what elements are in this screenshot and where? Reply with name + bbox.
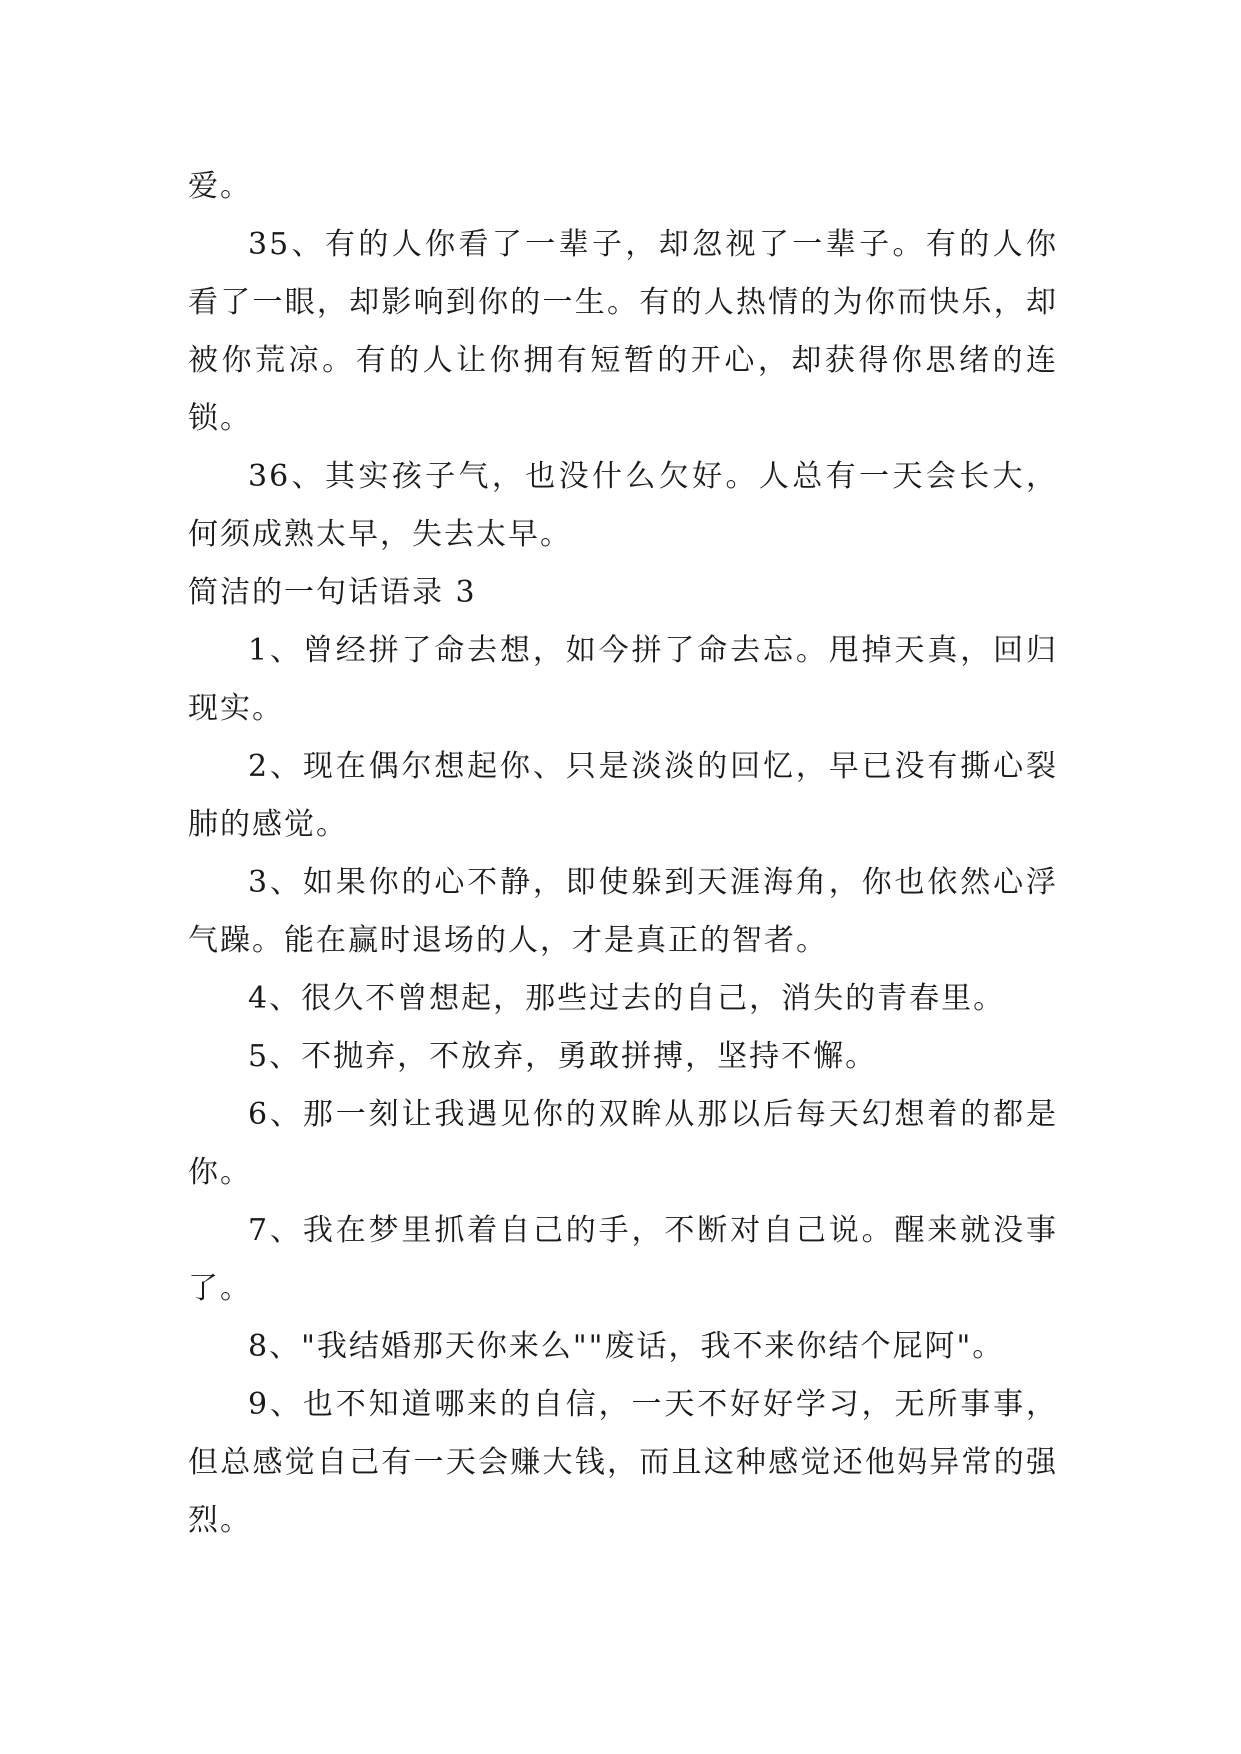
paragraph-35: 35、有的人你看了一辈子，却忽视了一辈子。有的人你看了一眼，却影响到你的一生。有的人热情的为你而快乐，却被你荒凉。有的人让你拥有短暂的开心，却获得你思绪的连锁。 — [188, 227, 1058, 436]
paragraph-continuation: 爱。 — [188, 169, 252, 204]
document-body — [188, 158, 1058, 1550]
list-item: 2、现在偶尔想起你、只是淡淡的回忆，早已没有撕心裂肺的感觉。 — [188, 749, 1058, 842]
list-item: 4、很久不曾想起，那些过去的自己，消失的青春里。 — [248, 981, 1006, 1016]
paragraph-36: 36、其实孩子气，也没什么欠好。人总有一天会长大，何须成熟太早，失去太早。 — [188, 459, 1058, 552]
list-item: 1、曾经拼了命去想，如今拼了命去忘。甩掉天真，回归现实。 — [188, 633, 1058, 726]
list-item: 8、"我结婚那天你来么""废话，我不来你结个屁阿"。 — [248, 1329, 1005, 1364]
list-item: 6、那一刻让我遇见你的双眸从那以后每天幻想着的都是你。 — [188, 1097, 1058, 1190]
section-heading: 简洁的一句话语录 3 — [188, 575, 477, 610]
list-item: 9、也不知道哪来的自信，一天不好好学习，无所事事，但总感觉自己有一天会赚大钱，而且这种感觉还他妈异常的强烈。 — [188, 1387, 1058, 1538]
list-item: 3、如果你的心不静，即使躲到天涯海角，你也依然心浮气躁。能在赢时退场的人，才是真正的智者。 — [188, 865, 1058, 958]
list-item: 7、我在梦里抓着自己的手，不断对自己说。醒来就没事了。 — [188, 1213, 1058, 1306]
list-item: 5、不抛弃，不放弃，勇敢拼搏，坚持不懈。 — [248, 1039, 878, 1074]
